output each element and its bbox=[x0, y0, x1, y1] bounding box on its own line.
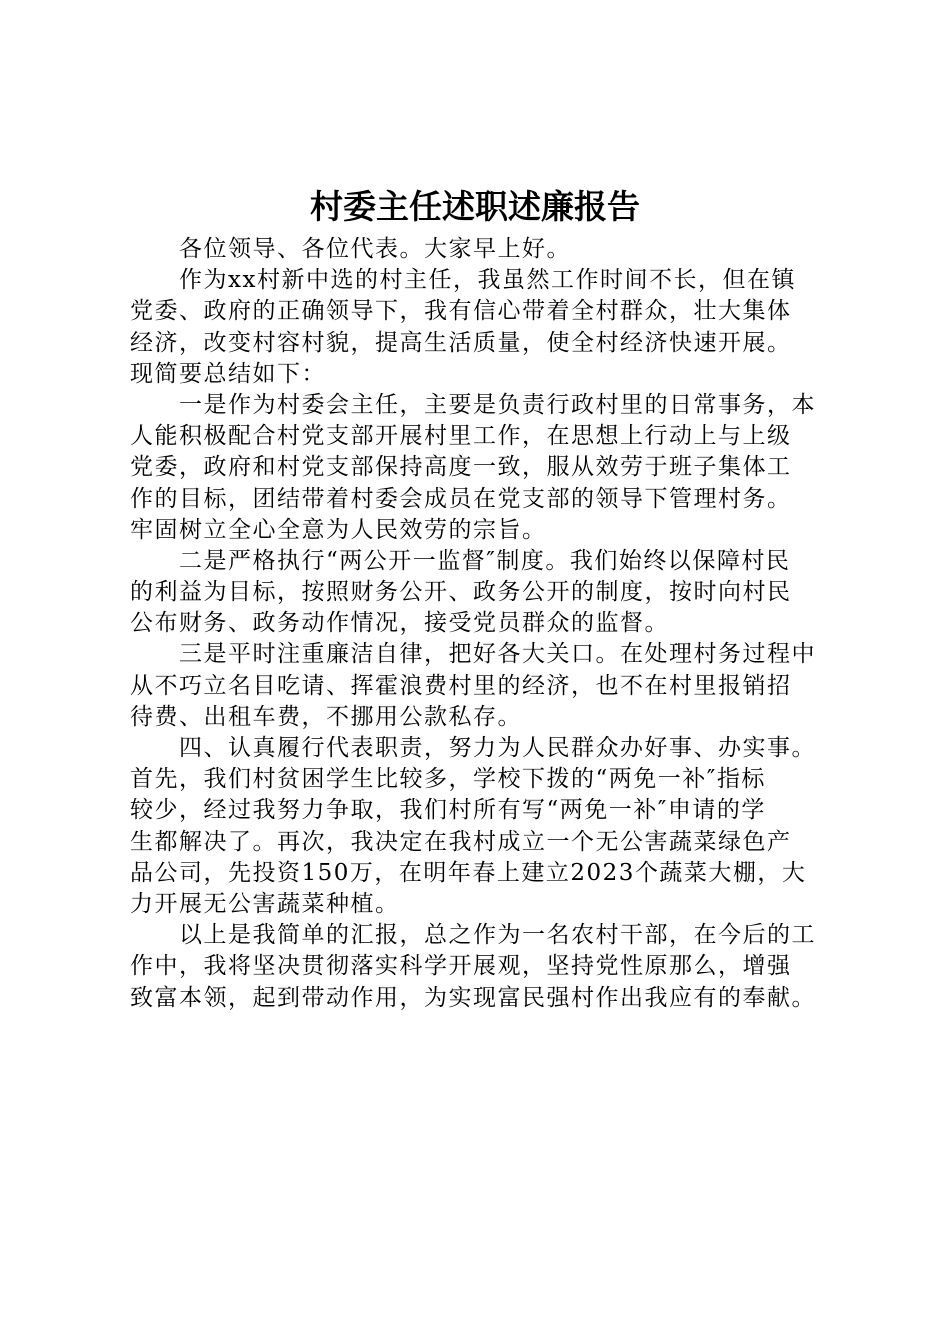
document-body bbox=[130, 234, 830, 1014]
paragraph-line: 品公司，先投资150万，在明年春上建立2023个蔬菜大棚，大 bbox=[130, 859, 807, 886]
paragraph-line: 党委，政府和村党支部保持高度一致，服从效劳于班子集体工 bbox=[130, 454, 792, 481]
paragraph-line: 较少，经过我努力争取，我们村所有写“两免一补″申请的学 bbox=[130, 797, 766, 824]
paragraph-line: 致富本领，起到带动作用，为实现富民强村作出我应有的奉献。 bbox=[130, 984, 816, 1011]
paragraph-line: 经济，改变村容村貌，提高生活质量，使全村经济快速开展。 bbox=[130, 329, 792, 356]
paragraph-line: 从不巧立名目吃请、挥霍浪费村里的经济，也不在村里报销招 bbox=[130, 672, 792, 699]
paragraph-first-line: 三是平时注重廉洁自律，把好各大关口。在处理村务过程中 bbox=[179, 641, 816, 668]
paragraph-line: 人能积极配合村党支部开展村里工作，在思想上行动上与上级 bbox=[130, 423, 792, 450]
paragraph-line: 现简要总结如下： bbox=[130, 360, 326, 387]
paragraph-line: 力开展无公害蔬菜种植。 bbox=[130, 890, 400, 917]
paragraph-line: 作中，我将坚决贯彻落实科学开展观，坚持党性原那么，增强 bbox=[130, 953, 792, 980]
paragraph-first-line: 各位领导、各位代表。大家早上好。 bbox=[179, 236, 571, 262]
paragraph-line: 党委、政府的正确领导下，我有信心带着全村群众，壮大集体 bbox=[130, 298, 792, 325]
paragraph-line: 的利益为目标，按照财务公开、政务公开的制度，按时向村民 bbox=[130, 579, 792, 606]
paragraph-line: 待费、出租车费，不挪用公款私存。 bbox=[130, 703, 522, 730]
paragraph-line: 作的目标，团结带着村委会成员在党支部的领导下管理村务。 bbox=[130, 485, 792, 512]
document-title: 村委主任述职述廉报告 bbox=[310, 187, 640, 226]
paragraph-line: 公布财务、政务动作情况，接受党员群众的监督。 bbox=[130, 610, 669, 637]
paragraph-line: 牢固树立全心全意为人民效劳的宗旨。 bbox=[130, 516, 547, 543]
paragraph-first-line: 二是严格执行“两公开一监督″制度。我们始终以保障村民 bbox=[179, 547, 791, 574]
paragraph-first-line: 以上是我简单的汇报，总之作为一名农村干部，在今后的工 bbox=[179, 922, 816, 949]
paragraph-first-line: 一是作为村委会主任，主要是负责行政村里的日常事务，本 bbox=[179, 391, 816, 418]
paragraph-line: 生都解决了。再次，我决定在我村成立一个无公害蔬菜绿色产 bbox=[130, 828, 792, 855]
paragraph-first-line: 作为xx村新中选的村主任，我虽然工作时间不长，但在镇 bbox=[179, 267, 796, 294]
paragraph-first-line: 四、认真履行代表职责，努力为人民群众办好事、办实事。 bbox=[179, 735, 816, 761]
paragraph-line: 首先，我们村贫困学生比较多，学校下拨的“两免一补″指标 bbox=[130, 766, 766, 793]
